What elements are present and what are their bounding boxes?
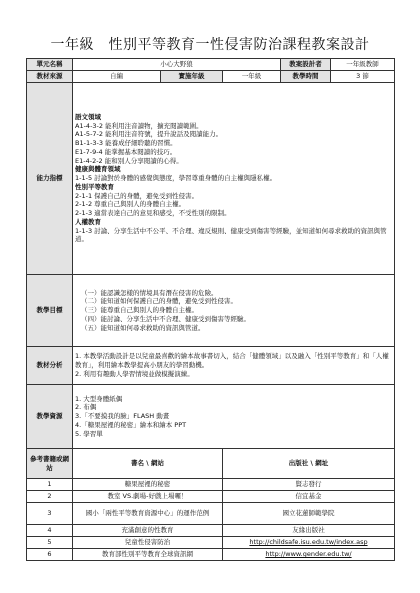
ref-title: 充滿創意的性教育: [73, 525, 223, 537]
source-value: 自編: [73, 71, 161, 83]
objective-item: （五）能知道如何尋求救助的資訊與管道。: [81, 323, 205, 332]
source-row: [27, 71, 395, 83]
ability-item: 2-1-3 適當表達自己的意見和感受，不受性別的限制。: [75, 209, 231, 218]
designer-value: 一年級教師: [331, 59, 395, 71]
objective-item: （四）能討論、分享生活中不合理、健康受到傷害等經驗。: [81, 314, 250, 323]
resource-item: 5. 學習單: [75, 429, 103, 438]
objectives-row: [27, 275, 395, 347]
ref-title: 教室 VS.劇場-好戲上場囉！: [73, 491, 223, 503]
ability-group-heading: 性別平等教育: [75, 182, 114, 191]
objectives-content: [73, 275, 395, 347]
unit-value: 小心大野狼: [73, 59, 281, 71]
analysis-label: 教材分析: [27, 347, 73, 385]
objectives-label: 教學目標: [27, 275, 73, 347]
objective-item: （三）能尊重自己與別人的身體自主權。: [81, 306, 198, 315]
ref-row: [27, 503, 395, 525]
resource-item: 1. 大型身體紙偶: [75, 394, 123, 403]
ref-link-text[interactable]: http://childsafe.isu.edu.tw/index.asp: [249, 538, 368, 547]
refs-label: 參考書籍或網站: [27, 449, 73, 479]
analysis-content: [73, 347, 395, 385]
analysis-row: [27, 347, 395, 385]
ref-number: 1: [27, 479, 73, 491]
ref-link-text[interactable]: http://www.gender.edu.tw/: [265, 550, 352, 559]
ability-item: E1-7-9-4 能掌握基本閱讀的技巧。: [75, 147, 177, 156]
ability-item: 1-1-5 討論對於身體的感覺與態度，學習尊重身體的自主權與隱私權。: [75, 174, 277, 183]
grade-label: 實施年級: [161, 71, 223, 83]
ref-link[interactable]: [223, 549, 395, 561]
ref-row: [27, 549, 395, 561]
ref-number: 3: [27, 503, 73, 525]
time-label: 教學時間: [281, 71, 331, 83]
ref-number: 2: [27, 491, 73, 503]
ref-publisher: 賢志發行: [223, 479, 395, 491]
resources-content: [73, 385, 395, 449]
ref-number: 5: [27, 537, 73, 549]
ref-row: [27, 491, 395, 503]
ref-publisher: 信宜基金: [223, 491, 395, 503]
analysis-item: 2. 利用有趣動人學習情境並做模擬演練。: [75, 369, 194, 378]
ref-title: 國小「兩性平等教育資源中心」的運作范例: [73, 503, 223, 525]
refs-col-publisher: 出版社 \ 網址: [223, 449, 395, 479]
ability-item: 2-1-2 尊重自己與別人的身體自主權。: [75, 200, 186, 209]
ability-item: 2-1-1 保護自己的身體，避免受到性侵害。: [75, 191, 199, 200]
objective-item: （一）能認識怎樣的情境具有潛在侵害的危險。: [81, 288, 218, 297]
ability-row: [27, 83, 395, 275]
unit-label: 單元名稱: [27, 59, 73, 71]
resource-item: 4.「糖果屋裡的秘密」繪本和繪本 PPT: [75, 420, 187, 429]
analysis-item: 1. 本教學活動設計是以兒童最喜歡的繪本故事書切入，結合「健體領域」以及融入「性別平等教育」和「人權教育」，利用繪本教學提高小朋友的學習動機。: [75, 352, 389, 370]
ref-row: [27, 525, 395, 537]
objective-item: （二）能知道如何保護自己的身體，避免受到性侵害。: [81, 297, 237, 306]
source-label: 教材來源: [27, 71, 73, 83]
ability-item: E1-4-2-2 能和別人分享閱讀的心得。: [75, 156, 183, 165]
ref-publisher: 友緣出版社: [223, 525, 395, 537]
refs-header-row: [27, 449, 395, 479]
grade-value: 一年級: [223, 71, 281, 83]
resource-item: 3.「不要摸我的臉」FLASH 動畫: [75, 412, 170, 421]
ref-number: 6: [27, 549, 73, 561]
refs-col-title: 書名 \ 網站: [73, 449, 223, 479]
ability-content: [73, 83, 395, 275]
ability-group-heading: 人權教育: [75, 217, 101, 226]
resources-label: 教學資源: [27, 385, 73, 449]
ref-row: [27, 479, 395, 491]
ability-group-heading: 健康與體育領域: [75, 165, 121, 174]
time-value: 3 節: [331, 71, 395, 83]
ability-label: 能力指標: [27, 83, 73, 275]
ref-publisher: 國立花蓮師範學院: [223, 503, 395, 525]
ref-title: 兒童性侵害防治: [73, 537, 223, 549]
ability-item: A1-5-7-2 能利用注音符號，提升說話及閱讀能力。: [75, 130, 223, 139]
designer-label: 教案設計者: [281, 59, 331, 71]
lesson-plan-table: [26, 58, 395, 561]
ability-group-heading: 語文領域: [75, 112, 101, 121]
page-title: 一年級 性別平等教育一性侵害防治課程教案設計: [50, 37, 370, 53]
ref-number: 4: [27, 525, 73, 537]
unit-row: [27, 59, 395, 71]
ability-item: B1-1-3-3 能養成仔細聆聽的習慣。: [75, 139, 177, 148]
resource-item: 2. 布偶: [75, 403, 97, 412]
ref-title: 教育部性別平等教育全球資訊網: [73, 549, 223, 561]
resources-row: [27, 385, 395, 449]
ability-item: A1-4-3-2 能利用注音讀物，擴充閱讀範圍。: [75, 121, 203, 130]
ref-row: [27, 537, 395, 549]
ref-link[interactable]: [223, 537, 395, 549]
ref-title: 糖果屋裡的秘密: [73, 479, 223, 491]
ability-item: 1-1-3 討論、分享生活中不公平、不合理、違反規則、健康受到傷害等經驗，並知道如何尋求救助的資訊與管道。: [75, 226, 387, 244]
